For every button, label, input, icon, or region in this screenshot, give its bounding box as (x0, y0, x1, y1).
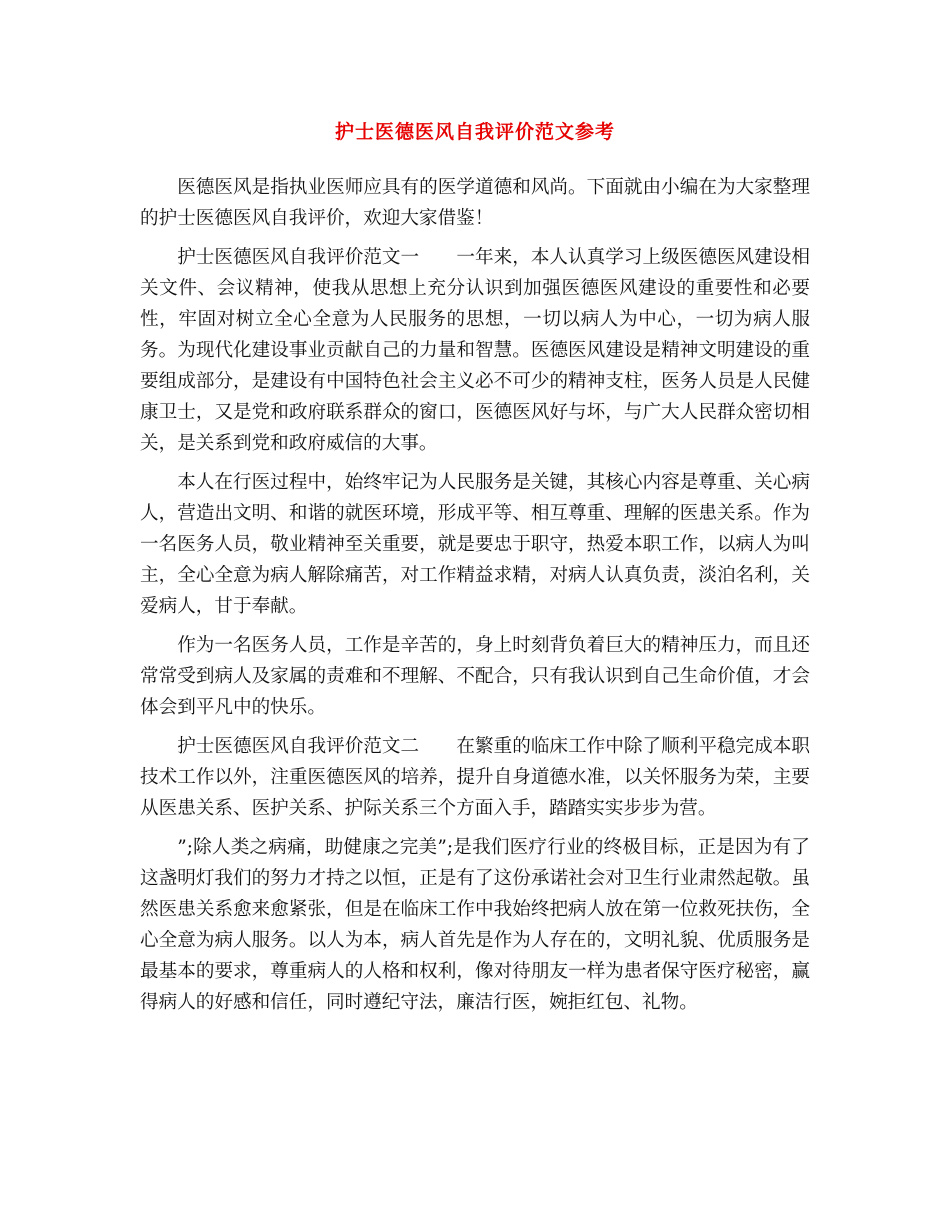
paragraph-sample-one: 护士医德医风自我评价范文一 一年来，本人认真学习上级医德医风建设相关文件、会议精神，使我从思想上充分认识到加强医德医风建设的重要性和必要性，牢固对树立全心全意为人民服务的思想，一切以病人为中心，一切为病人服务。为现代化建设事业贡献自己的力量和智慧。医德医风建设是精神文明建设的重要组成部分，是建设有中国特色社会主义必不可少的精神支柱，医务人员是人民健康卫士，又是党和政府联系群众的窗口，医德医风好与坏，与广大人民群众密切相关，是关系到党和政府威信的大事。 (140, 247, 810, 454)
paragraph-practice: 本人在行医过程中，始终牢记为人民服务是关键，其核心内容是尊重、关心病人，营造出文明、和谐的就医环境，形成平等、相互尊重、理解的医患关系。作为一名医务人员，敬业精神至关重要，就是要忠于职守，热爱本职工作，以病人为叫主，全心全意为病人解除痛苦，对工作精益求精，对病人认真负责，淡泊名利，关爱病人，甘于奉献。 (140, 472, 810, 617)
paragraph-intro: 医德医风是指执业医师应具有的医学道德和风尚。下面就由小编在为大家整理的护士医德医风自我评价，欢迎大家借鉴！ (140, 177, 810, 229)
paragraph-ultimate-goal: ”;除人类之病痛，助健康之完美”;是我们医疗行业的终极目标，正是因为有了这盏明灯我们的努力才持之以恒，正是有了这份承诺社会对卫生行业肃然起敬。虽然医患关系愈来愈紧张，但是在临床工作中我始终把病人放在第一位救死扶伤，全心全意为病人服务。以人为本，病人首先是作为人存在的，文明礼貌、优质服务是最基本的要求，尊重病人的人格和权利，像对待朋友一样为患者保守医疗秘密，赢得病人的好感和信任，同时遵纪守法，廉洁行医，婉拒红包、礼物。 (140, 837, 810, 1013)
document-title: 护士医德医风自我评价范文参考 (334, 121, 615, 143)
paragraph-sample-two: 护士医德医风自我评价范文二 在繁重的临床工作中除了顺利平稳完成本职技术工作以外，注重医德医风的培养，提升自身道德水准，以关怀服务为荣，主要从医患关系、医护关系、护际关系三个方面入手，踏踏实实步步为营。 (140, 736, 810, 819)
paragraph-hardship: 作为一名医务人员，工作是辛苦的，身上时刻背负着巨大的精神压力，而且还常常受到病人及家属的责难和不理解、不配合，只有我认识到自己生命价值，才会体会到平凡中的快乐。 (140, 635, 810, 718)
